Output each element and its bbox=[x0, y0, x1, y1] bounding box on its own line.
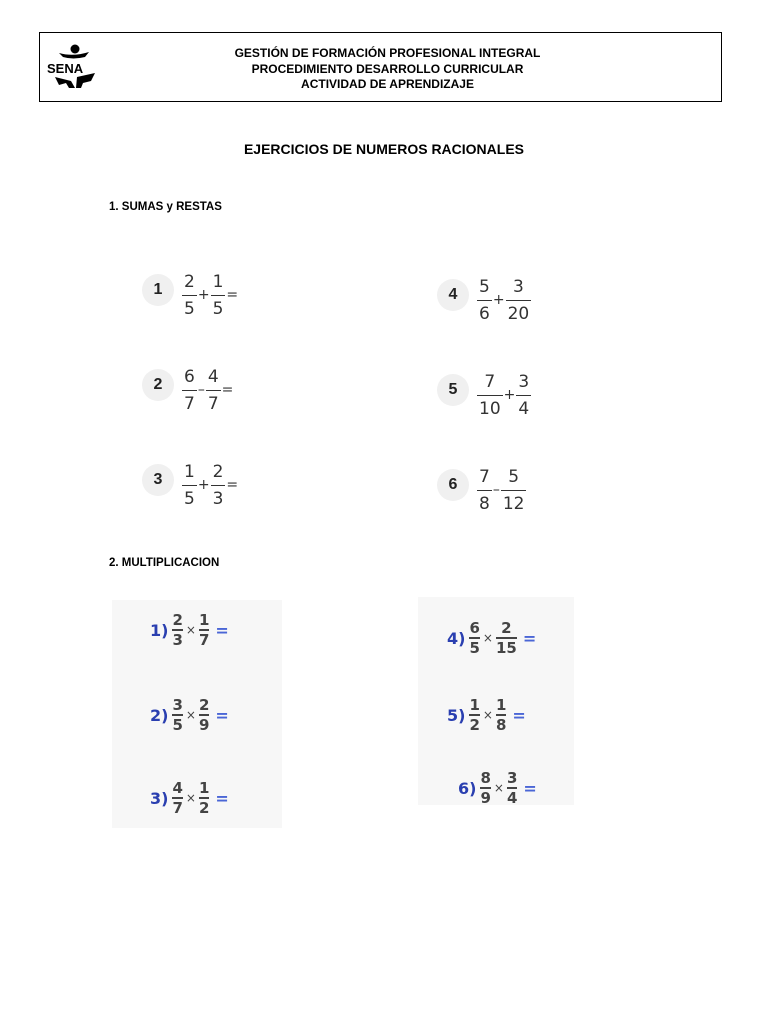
numerator: 7 bbox=[484, 371, 496, 392]
denominator: 8 bbox=[479, 493, 490, 514]
exercise-number: 3 bbox=[142, 464, 174, 496]
numerator: 1 bbox=[184, 461, 195, 482]
exercise-number: 1) bbox=[150, 620, 169, 640]
denominator: 10 bbox=[479, 398, 501, 419]
sum-exercise bbox=[437, 455, 547, 535]
fraction-expression bbox=[477, 455, 528, 525]
numerator: 1 bbox=[198, 779, 210, 797]
fraction bbox=[206, 366, 221, 415]
denominator: 3 bbox=[172, 631, 183, 649]
multiplication-exercise bbox=[150, 780, 229, 816]
denominator: 9 bbox=[198, 716, 210, 734]
denominator: 5 bbox=[172, 716, 183, 734]
fraction-bar bbox=[211, 295, 226, 296]
section-title-sumas: 1. SUMAS y RESTAS bbox=[109, 201, 222, 213]
denominator: 5 bbox=[469, 639, 480, 657]
sum-exercise bbox=[437, 360, 547, 440]
fraction bbox=[496, 697, 506, 733]
section-title-multiplicacion: 2. MULTIPLICACION bbox=[109, 557, 220, 569]
multiplication-exercise bbox=[458, 770, 537, 806]
sum-exercise bbox=[142, 355, 252, 435]
denominator: 15 bbox=[495, 639, 517, 657]
exercise-number: 4) bbox=[447, 628, 466, 648]
fraction bbox=[211, 461, 226, 510]
fraction-bar bbox=[516, 395, 531, 396]
operator: – bbox=[492, 482, 500, 498]
fraction-bar bbox=[211, 485, 226, 486]
page-title: EJERCICIOS DE NUMEROS RACIONALES bbox=[243, 141, 525, 157]
exercise-number: 5 bbox=[437, 374, 469, 406]
fraction bbox=[477, 371, 503, 420]
fraction bbox=[199, 780, 209, 816]
exercise-number: 5) bbox=[447, 705, 466, 725]
operator: + bbox=[503, 387, 516, 403]
numerator: 1 bbox=[469, 696, 480, 714]
fraction-expression bbox=[182, 450, 239, 520]
fraction bbox=[211, 271, 226, 320]
numerator: 1 bbox=[495, 696, 507, 714]
fraction bbox=[172, 697, 182, 733]
numerator: 6 bbox=[184, 366, 195, 387]
document-header bbox=[39, 32, 722, 102]
times-sign: × bbox=[493, 781, 504, 795]
equals-sign: = bbox=[522, 628, 537, 648]
equals-sign: = bbox=[215, 788, 229, 808]
numerator: 1 bbox=[212, 271, 224, 292]
numerator: 1 bbox=[198, 611, 210, 629]
numerator: 4 bbox=[207, 366, 219, 387]
numerator: 5 bbox=[508, 466, 520, 487]
denominator: 7 bbox=[198, 631, 210, 649]
denominator: 12 bbox=[502, 493, 525, 514]
fraction bbox=[172, 780, 182, 816]
denominator: 3 bbox=[212, 488, 224, 509]
svg-text:SENA: SENA bbox=[47, 61, 84, 76]
operator: – bbox=[197, 382, 205, 398]
sum-exercise bbox=[142, 260, 252, 340]
exercise-number: 2) bbox=[150, 705, 169, 725]
exercise-number: 1 bbox=[142, 274, 174, 306]
fraction-expression bbox=[477, 360, 533, 430]
numerator: 2 bbox=[184, 271, 195, 292]
numerator: 2 bbox=[172, 611, 183, 629]
numerator: 3 bbox=[172, 696, 183, 714]
fraction bbox=[516, 371, 531, 420]
times-sign: × bbox=[482, 708, 493, 722]
times-sign: × bbox=[185, 708, 196, 722]
fraction bbox=[199, 697, 209, 733]
numerator: 2 bbox=[501, 619, 512, 637]
equals-sign: = bbox=[226, 477, 239, 493]
denominator: 2 bbox=[198, 799, 210, 817]
denominator: 5 bbox=[184, 488, 195, 509]
denominator: 4 bbox=[518, 398, 530, 419]
header-line-1: GESTIÓN DE FORMACIÓN PROFESIONAL INTEGRAL bbox=[234, 46, 541, 60]
fraction bbox=[182, 271, 197, 320]
times-sign: × bbox=[185, 623, 196, 637]
denominator: 7 bbox=[207, 393, 219, 414]
equals-sign: = bbox=[523, 778, 537, 798]
equals-sign: = bbox=[221, 382, 234, 398]
numerator: 3 bbox=[518, 371, 530, 392]
sum-exercise bbox=[142, 450, 252, 530]
multiplication-exercise bbox=[150, 612, 229, 648]
denominator: 8 bbox=[495, 716, 507, 734]
denominator: 5 bbox=[184, 298, 195, 319]
fraction bbox=[182, 366, 197, 415]
fraction bbox=[506, 276, 532, 325]
denominator: 2 bbox=[469, 716, 480, 734]
multiplication-exercise bbox=[447, 697, 526, 733]
fraction bbox=[496, 620, 517, 656]
numerator: 3 bbox=[512, 276, 524, 297]
exercise-number: 2 bbox=[142, 369, 174, 401]
multiplication-exercise bbox=[150, 697, 229, 733]
numerator: 2 bbox=[198, 696, 210, 714]
times-sign: × bbox=[482, 631, 493, 645]
numerator: 6 bbox=[469, 619, 480, 637]
numerator: 5 bbox=[479, 276, 490, 297]
equals-sign: = bbox=[226, 287, 239, 303]
fraction-expression bbox=[182, 355, 234, 425]
fraction-bar bbox=[182, 295, 197, 296]
fraction-expression bbox=[182, 260, 239, 330]
fraction bbox=[507, 770, 517, 806]
denominator: 6 bbox=[479, 303, 490, 324]
fraction-bar bbox=[477, 300, 492, 301]
header-line-3: ACTIVIDAD DE APRENDIZAJE bbox=[301, 77, 474, 91]
operator: + bbox=[492, 292, 505, 308]
header-line-2: PROCEDIMIENTO DESARROLLO CURRICULAR bbox=[251, 61, 524, 76]
fraction bbox=[199, 612, 209, 648]
fraction bbox=[480, 770, 490, 806]
fraction-bar bbox=[501, 490, 527, 491]
denominator: 20 bbox=[507, 303, 530, 324]
fraction bbox=[469, 697, 479, 733]
fraction-expression bbox=[477, 265, 533, 335]
fraction bbox=[477, 276, 492, 325]
denominator: 9 bbox=[480, 789, 491, 807]
times-sign: × bbox=[185, 791, 196, 805]
operator: + bbox=[197, 477, 210, 493]
numerator: 4 bbox=[172, 779, 183, 797]
equals-sign: = bbox=[215, 620, 229, 640]
denominator: 4 bbox=[506, 789, 518, 807]
equals-sign: = bbox=[215, 705, 229, 725]
operator: + bbox=[197, 287, 210, 303]
exercise-number: 6 bbox=[437, 469, 469, 501]
fraction bbox=[172, 612, 182, 648]
fraction-bar bbox=[477, 395, 503, 396]
numerator: 8 bbox=[480, 769, 491, 787]
fraction-bar bbox=[182, 390, 197, 391]
fraction-bar bbox=[477, 490, 492, 491]
exercise-number: 6) bbox=[458, 778, 477, 798]
denominator: 7 bbox=[172, 799, 183, 817]
numerator: 7 bbox=[479, 466, 490, 487]
denominator: 5 bbox=[212, 298, 224, 319]
fraction-bar bbox=[506, 300, 532, 301]
fraction bbox=[182, 461, 197, 510]
fraction bbox=[469, 620, 479, 656]
fraction bbox=[501, 466, 527, 515]
numerator: 3 bbox=[506, 769, 518, 787]
multiplication-exercise bbox=[447, 620, 536, 656]
fraction-bar bbox=[182, 485, 197, 486]
equals-sign: = bbox=[512, 705, 526, 725]
numerator: 2 bbox=[212, 461, 224, 482]
exercise-number: 4 bbox=[437, 279, 469, 311]
denominator: 7 bbox=[184, 393, 195, 414]
fraction bbox=[477, 466, 492, 515]
fraction-bar bbox=[206, 390, 221, 391]
sum-exercise bbox=[437, 265, 547, 345]
exercise-number: 3) bbox=[150, 788, 169, 808]
